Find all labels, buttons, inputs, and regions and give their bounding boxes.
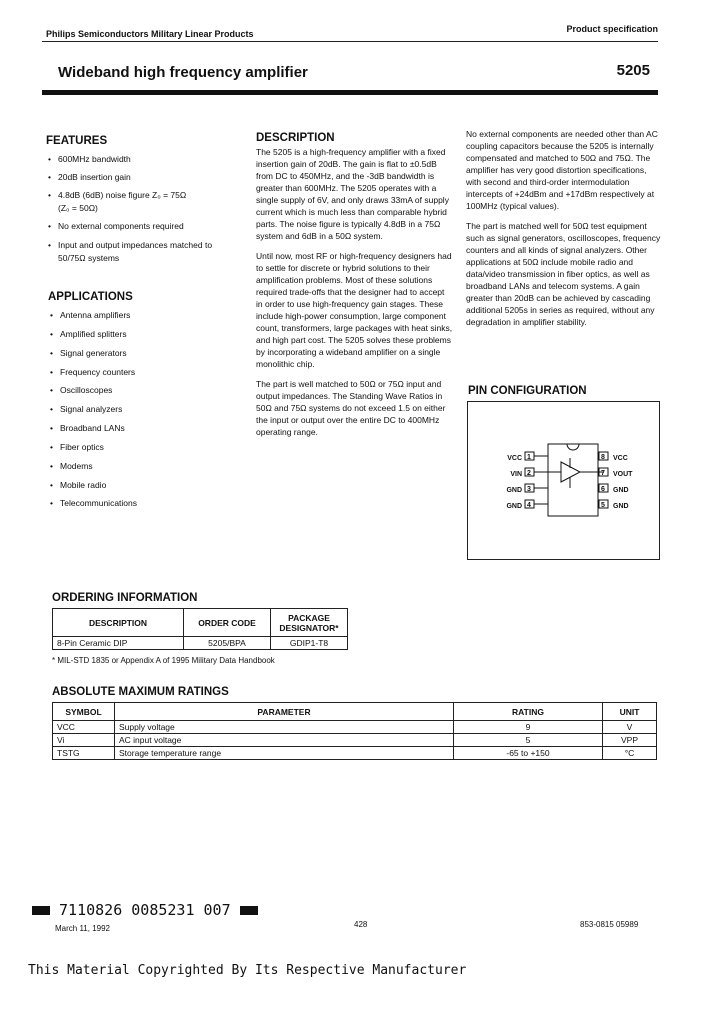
- ratings-cell: AC input voltage: [115, 734, 454, 747]
- ratings-heading: ABSOLUTE MAXIMUM RATINGS: [52, 686, 229, 698]
- feature-item: • 20dB insertion gain: [58, 172, 258, 183]
- footer-doc-number: 853-0815 05989: [580, 920, 639, 929]
- pin-number: 5: [601, 502, 605, 509]
- ratings-cell: VCC: [53, 721, 115, 734]
- pin-config-heading: PIN CONFIGURATION: [468, 385, 587, 397]
- application-item: • Oscilloscopes: [60, 385, 260, 396]
- ordering-note: * MIL-STD 1835 or Appendix A of 1995 Military Data Handbook: [52, 656, 275, 665]
- pin-diagram: [468, 402, 659, 559]
- ratings-col-symbol: SYMBOL: [53, 703, 115, 721]
- ratings-cell: -65 to +150: [454, 747, 603, 760]
- package-header-line1: PACKAGE: [288, 612, 330, 623]
- pin-number: 1: [527, 454, 531, 461]
- description-paragraph: Until now, most RF or high-frequency designers had to settle for discrete or hybrid solutions to their amplification problems. Most of these solutions required trade-offs that the designer had to accept in order to use high-frequency gain stages. These include high-power consumption, large component count, transformers, large packages with heat sinks, and high part cost. The 5205 solves these problems by incorporating a wideband amplifier on a single monolithic chip.: [256, 251, 453, 369]
- ratings-cell: Supply voltage: [115, 721, 454, 734]
- ratings-col-parameter: PARAMETER: [115, 703, 454, 721]
- pin-label: VOUT: [613, 471, 633, 478]
- ordering-heading: ORDERING INFORMATION: [52, 592, 198, 604]
- pin-number: 6: [601, 486, 605, 493]
- package-header-line2: DESIGNATOR*: [279, 622, 339, 633]
- ordering-cell: GDIP1-T8: [271, 637, 348, 650]
- dip-package-outline: [548, 444, 598, 516]
- ratings-col-unit: UNIT: [603, 703, 657, 721]
- application-item: • Frequency counters: [60, 367, 260, 378]
- pin-label: GND: [506, 487, 522, 494]
- description-paragraph: The part is matched well for 50Ω test equipment such as signal generators, oscilloscopes, frequency counters and all kinds of signal analyzers. Other applications at 50Ω include mobile radio and data/video transmission in fiber optics, as well as broadband LANs and telecom systems. A gain greater than 20dB can be achieved by cascading additional 5205s in series as required, without any degradation in amplifier stability.: [466, 221, 661, 327]
- document-type: Product specification: [566, 24, 658, 34]
- features-heading: FEATURES: [46, 135, 108, 147]
- pin-label: VCC: [613, 455, 628, 462]
- description-column-1: [256, 146, 453, 446]
- application-item: • Signal analyzers: [60, 404, 260, 415]
- footer-page-number: 428: [354, 920, 368, 929]
- dip-notch: [567, 444, 579, 450]
- barcode-line: [32, 901, 258, 919]
- barcode-text: 7110826 0085231 007: [59, 901, 231, 919]
- pin-label: GND: [613, 503, 629, 510]
- ordering-table: [52, 608, 348, 650]
- ordering-col-description: DESCRIPTION: [53, 609, 184, 637]
- feature-item-cont: 50/75Ω systems: [58, 253, 120, 263]
- pin-label: GND: [613, 487, 629, 494]
- pin-label: VCC: [507, 455, 522, 462]
- application-item: • Fiber optics: [60, 442, 260, 453]
- description-paragraph: The part is well matched to 50Ω or 75Ω input and output impedances. The Standing Wave Ratios in 50Ω and 75Ω systems do not exceed 1.5 on either the input or output over the entire DC to 400MHz operating range.: [256, 379, 446, 437]
- pin-diagram-frame: [467, 401, 660, 560]
- ordering-cell: 5205/BPA: [184, 637, 271, 650]
- ratings-cell: VPP: [603, 734, 657, 747]
- table-row: [53, 734, 657, 747]
- pin-number: 4: [527, 502, 531, 509]
- ordering-cell: 8-Pin Ceramic DIP: [53, 637, 184, 650]
- copyright-notice: This Material Copyrighted By Its Respective Manufacturer: [28, 963, 467, 978]
- ratings-cell: TSTG: [53, 747, 115, 760]
- ordering-col-order-code: ORDER CODE: [184, 609, 271, 637]
- pin-label: VIN: [510, 471, 522, 478]
- application-item: • Telecommunications: [60, 498, 260, 509]
- feature-item: • Input and output impedances matched to: [58, 240, 258, 251]
- page-title: Wideband high frequency amplifier: [58, 64, 308, 81]
- ratings-cell: 5: [454, 734, 603, 747]
- application-item: • Amplified splitters: [60, 329, 260, 340]
- table-row: [53, 721, 657, 734]
- ratings-table: [52, 702, 657, 760]
- footer-date: March 11, 1992: [55, 924, 110, 933]
- application-item: • Antenna amplifiers: [60, 310, 260, 321]
- table-row: [53, 747, 657, 760]
- company-name: Philips Semiconductors Military Linear Products: [46, 29, 254, 39]
- application-item: • Modems: [60, 461, 260, 472]
- part-number: 5205: [616, 62, 650, 79]
- pin-number: 7: [601, 470, 605, 477]
- pin-number: 3: [527, 486, 531, 493]
- feature-item: • No external components required: [58, 221, 258, 232]
- description-paragraph: No external components are needed other than AC coupling capacitors because the 5205 is internally compensated and matched to 50Ω and 75Ω. The amplifier has very good distortion specifications, with second and third-order intermodulation intercepts of +24dBm and +17dBm respectively at 100MHz (typical values).: [466, 129, 658, 211]
- ordering-col-package: [271, 609, 348, 637]
- applications-heading: APPLICATIONS: [48, 291, 133, 303]
- header-rule: [42, 41, 658, 42]
- table-row: [53, 637, 348, 650]
- title-bar: [42, 90, 658, 95]
- pin-number: 2: [527, 470, 531, 477]
- application-item: • Signal generators: [60, 348, 260, 359]
- ratings-cell: V: [603, 721, 657, 734]
- barcode-block: [32, 906, 50, 915]
- description-column-2: [466, 128, 662, 336]
- ratings-cell: Storage temperature range: [115, 747, 454, 760]
- ratings-cell: 9: [454, 721, 603, 734]
- description-heading: DESCRIPTION: [256, 132, 335, 144]
- pin-number: 8: [601, 454, 605, 461]
- feature-item: • 4.8dB (6dB) noise figure Z₀ = 75Ω: [58, 190, 258, 201]
- application-item: • Mobile radio: [60, 480, 260, 491]
- pin-label: GND: [506, 503, 522, 510]
- feature-item: • 600MHz bandwidth: [58, 154, 258, 165]
- barcode-block: [240, 906, 258, 915]
- feature-item-cont: (Z₀ = 50Ω): [58, 203, 98, 213]
- application-item: • Broadband LANs: [60, 423, 260, 434]
- ratings-cell: °C: [603, 747, 657, 760]
- ratings-col-rating: RATING: [454, 703, 603, 721]
- description-paragraph: The 5205 is a high-frequency amplifier with a fixed insertion gain of 20dB. The gain is flat to ±0.5dB from DC to 450MHz, and the -3dB bandwidth is greater than 600MHz. The 5205 operates with a single supply of 6V, and only draws 33mA of supply current which is much less than comparable hybrid parts. The noise figure is typically 4.8dB in a 75Ω system and 6dB in a 50Ω system.: [256, 147, 449, 241]
- ratings-cell: Vi: [53, 734, 115, 747]
